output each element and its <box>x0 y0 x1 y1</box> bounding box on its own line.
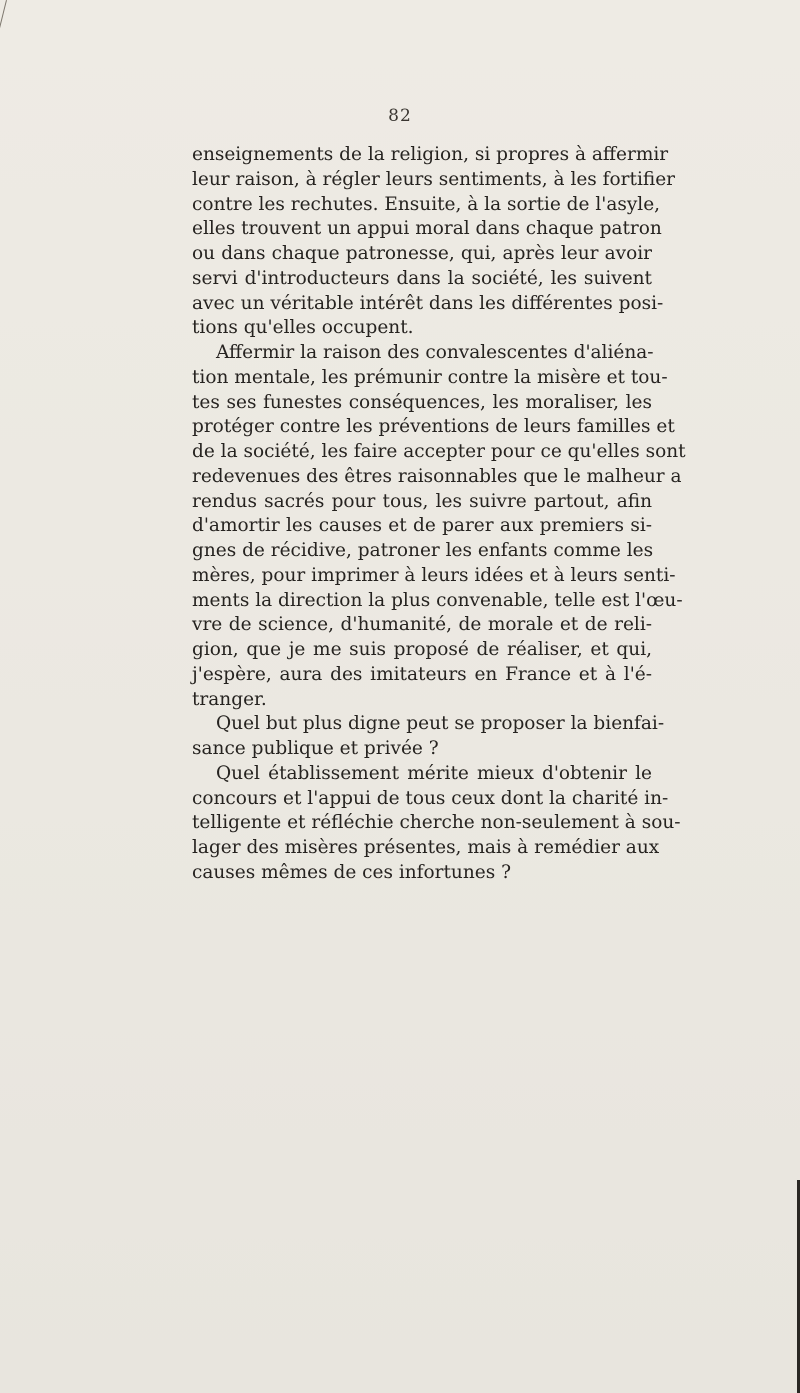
text-line: vre de science, d'humanité, de morale et de reli- <box>192 614 652 636</box>
text-line: avec un véritable intérêt dans les différentes posi- <box>192 292 664 314</box>
text-line: servi d'introducteurs dans la société, les suivent <box>192 267 652 289</box>
text-line: gnes de récidive, patroner les enfants comme les <box>192 540 654 561</box>
text-line: contre les rechutes. Ensuite, à la sortie de l'asyle, <box>192 193 661 215</box>
text-line: protéger contre les préventions de leurs familles et <box>192 416 675 438</box>
text-line: lager des misères présentes, mais à remédier aux <box>192 837 660 858</box>
text-line: tranger. <box>192 688 267 710</box>
text-line: ments la direction la plus convenable, telle est l'œu- <box>192 589 683 611</box>
text-line: ou dans chaque patronesse, qui, après leur avoir <box>192 243 652 264</box>
text-line: concours et l'appui de tous ceux dont la charité in- <box>192 787 669 809</box>
text-line: tions qu'elles occupent. <box>192 317 414 339</box>
text-line: rendus sacrés pour tous, les suivre partout, afin <box>192 490 652 512</box>
text-line: gion, que je me suis proposé de réaliser, et qui, <box>192 639 652 660</box>
text-line: redevenues des êtres raisonnables que le malheur a <box>192 465 682 487</box>
text-line: sance publique et privée ? <box>192 738 439 759</box>
paragraph-start: Quel établissement mérite mieux d'obtenir le <box>216 762 652 784</box>
text-line: leur raison, à régler leurs sentiments, à les fortifier <box>192 168 675 190</box>
paragraph-start: Quel but plus digne peut se proposer la bienfai- <box>216 713 665 735</box>
text-line: tes ses funestes conséquences, les moraliser, les <box>192 391 652 413</box>
text-line: enseignements de la religion, si propres à affermir <box>192 144 669 165</box>
page-number: 82 <box>388 106 412 126</box>
text-line: d'amortir les causes et de parer aux premiers si- <box>192 515 652 537</box>
body-text <box>192 143 686 886</box>
text-line: mères, pour imprimer à leurs idées et à leurs senti- <box>192 564 676 586</box>
paragraph-start: Affermir la raison des convalescentes d'aliéna- <box>216 342 654 363</box>
page-edge-mark <box>0 0 7 41</box>
text-line: j'espère, aura des imitateurs en France et à l'é- <box>192 663 652 685</box>
text-line: de la société, les faire accepter pour ce qu'elles sont <box>192 441 686 462</box>
text-line: causes mêmes de ces infortunes ? <box>192 861 511 883</box>
text-line: elles trouvent un appui moral dans chaque patron <box>192 218 662 240</box>
text-line: telligente et réfléchie cherche non-seulement à sou- <box>192 812 681 834</box>
text-line: tion mentale, les prémunir contre la misère et tou- <box>192 366 668 388</box>
